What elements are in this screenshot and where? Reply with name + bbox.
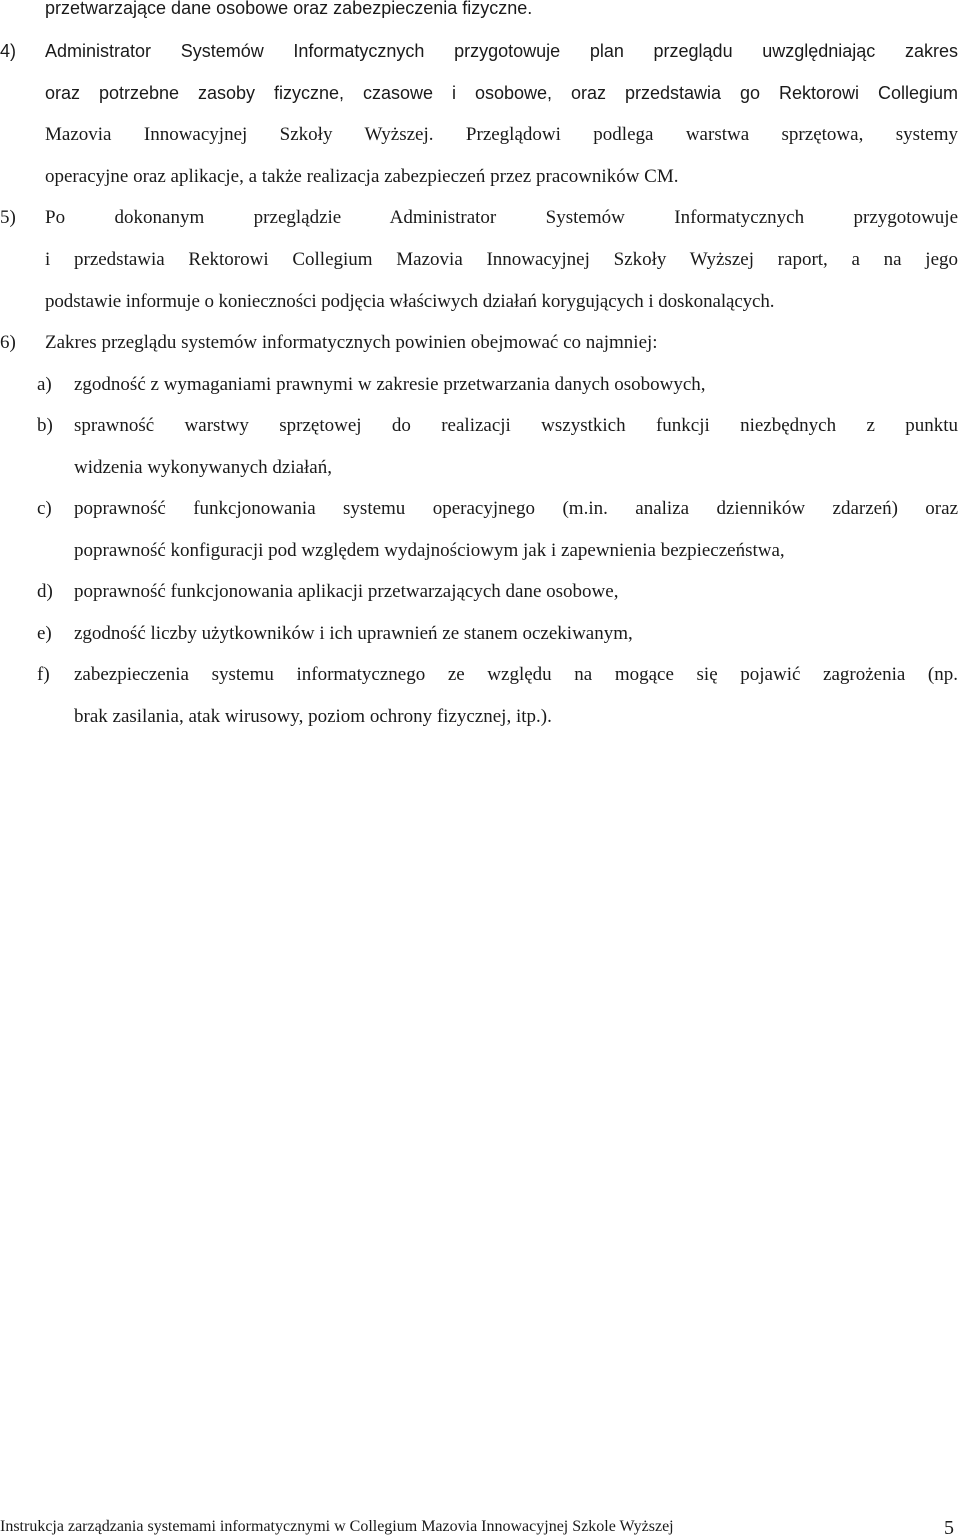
subitem-a-letter: a) (37, 374, 52, 395)
subitem-b-letter: b) (37, 415, 53, 436)
subitem-f-line-1: zabezpieczenia systemu informatycznego ze względu na mogące się pojawić zagrożenia (np. (74, 664, 958, 685)
item-5-line-1: Po dokonanym przeglądzie Administrator Systemów Informatycznych przygotowuje (45, 207, 958, 228)
subitem-f-letter: f) (37, 664, 50, 685)
item-4-line-1: Administrator Systemów Informatycznych przygotowuje plan przeglądu uwzględniając zakres (45, 41, 958, 61)
footer-title: Instrukcja zarządzania systemami informatycznymi w Collegium Mazovia Innowacyjnej Szkole Wyższej (0, 1518, 674, 1535)
subitem-a-line-1: zgodność z wymaganiami prawnymi w zakresie przetwarzania danych osobowych, (74, 374, 706, 395)
item-5-line-2: i przedstawia Rektorowi Collegium Mazovia Innowacyjnej Szkoły Wyższej raport, a na jego (45, 249, 958, 270)
subitem-b-line-2: widzenia wykonywanych działań, (74, 457, 332, 478)
item-5-number: 5) (0, 207, 16, 228)
subitem-c-letter: c) (37, 498, 52, 519)
subitem-b-line-1: sprawność warstwy sprzętowej do realizacji wszystkich funkcji niezbędnych z punktu (74, 415, 958, 436)
item-4-number: 4) (0, 41, 17, 61)
item-4-line-3 (45, 123, 958, 147)
item-6-number: 6) (0, 332, 16, 353)
subitem-e-line-1: zgodność liczby użytkowników i ich uprawnień ze stanem oczekiwanym, (74, 623, 633, 644)
subitem-d-line-1: poprawność funkcjonowania aplikacji przetwarzających dane osobowe, (74, 581, 619, 602)
subitem-c-line-1: poprawność funkcjonowania systemu operacyjnego (m.in. analiza dzienników zdarzeń) oraz (74, 498, 958, 519)
subitem-f-line-2: brak zasilania, atak wirusowy, poziom ochrony fizycznej, itp.). (74, 706, 552, 727)
subitem-c-line-2: poprawność konfiguracji pod względem wydajnościowym jak i zapewnienia bezpieczeństwa, (74, 540, 785, 561)
item-4-line-3-text: Mazovia Innowacyjnej Szkoły Wyższej. Przeglądowi podlega warstwa sprzętowa, systemy (45, 124, 958, 145)
subitem-d-letter: d) (37, 581, 53, 602)
continuation-line: przetwarzające dane osobowe oraz zabezpieczenia fizyczne. (45, 0, 533, 18)
item-4-line-4: operacyjne oraz aplikacje, a także realizacja zabezpieczeń przez pracowników CM. (45, 166, 679, 187)
page-number: 5 (944, 1517, 954, 1539)
item-5-line-3: podstawie informuje o konieczności podjęcia właściwych działań korygujących i doskonalących. (45, 291, 775, 312)
item-4-line-2: oraz potrzebne zasoby fizyczne, czasowe i osobowe, oraz przedstawia go Rektorowi Collegium (45, 83, 958, 103)
subitem-e-letter: e) (37, 623, 52, 644)
item-6-line-1: Zakres przeglądu systemów informatycznych powinien obejmować co najmniej: (45, 332, 658, 353)
